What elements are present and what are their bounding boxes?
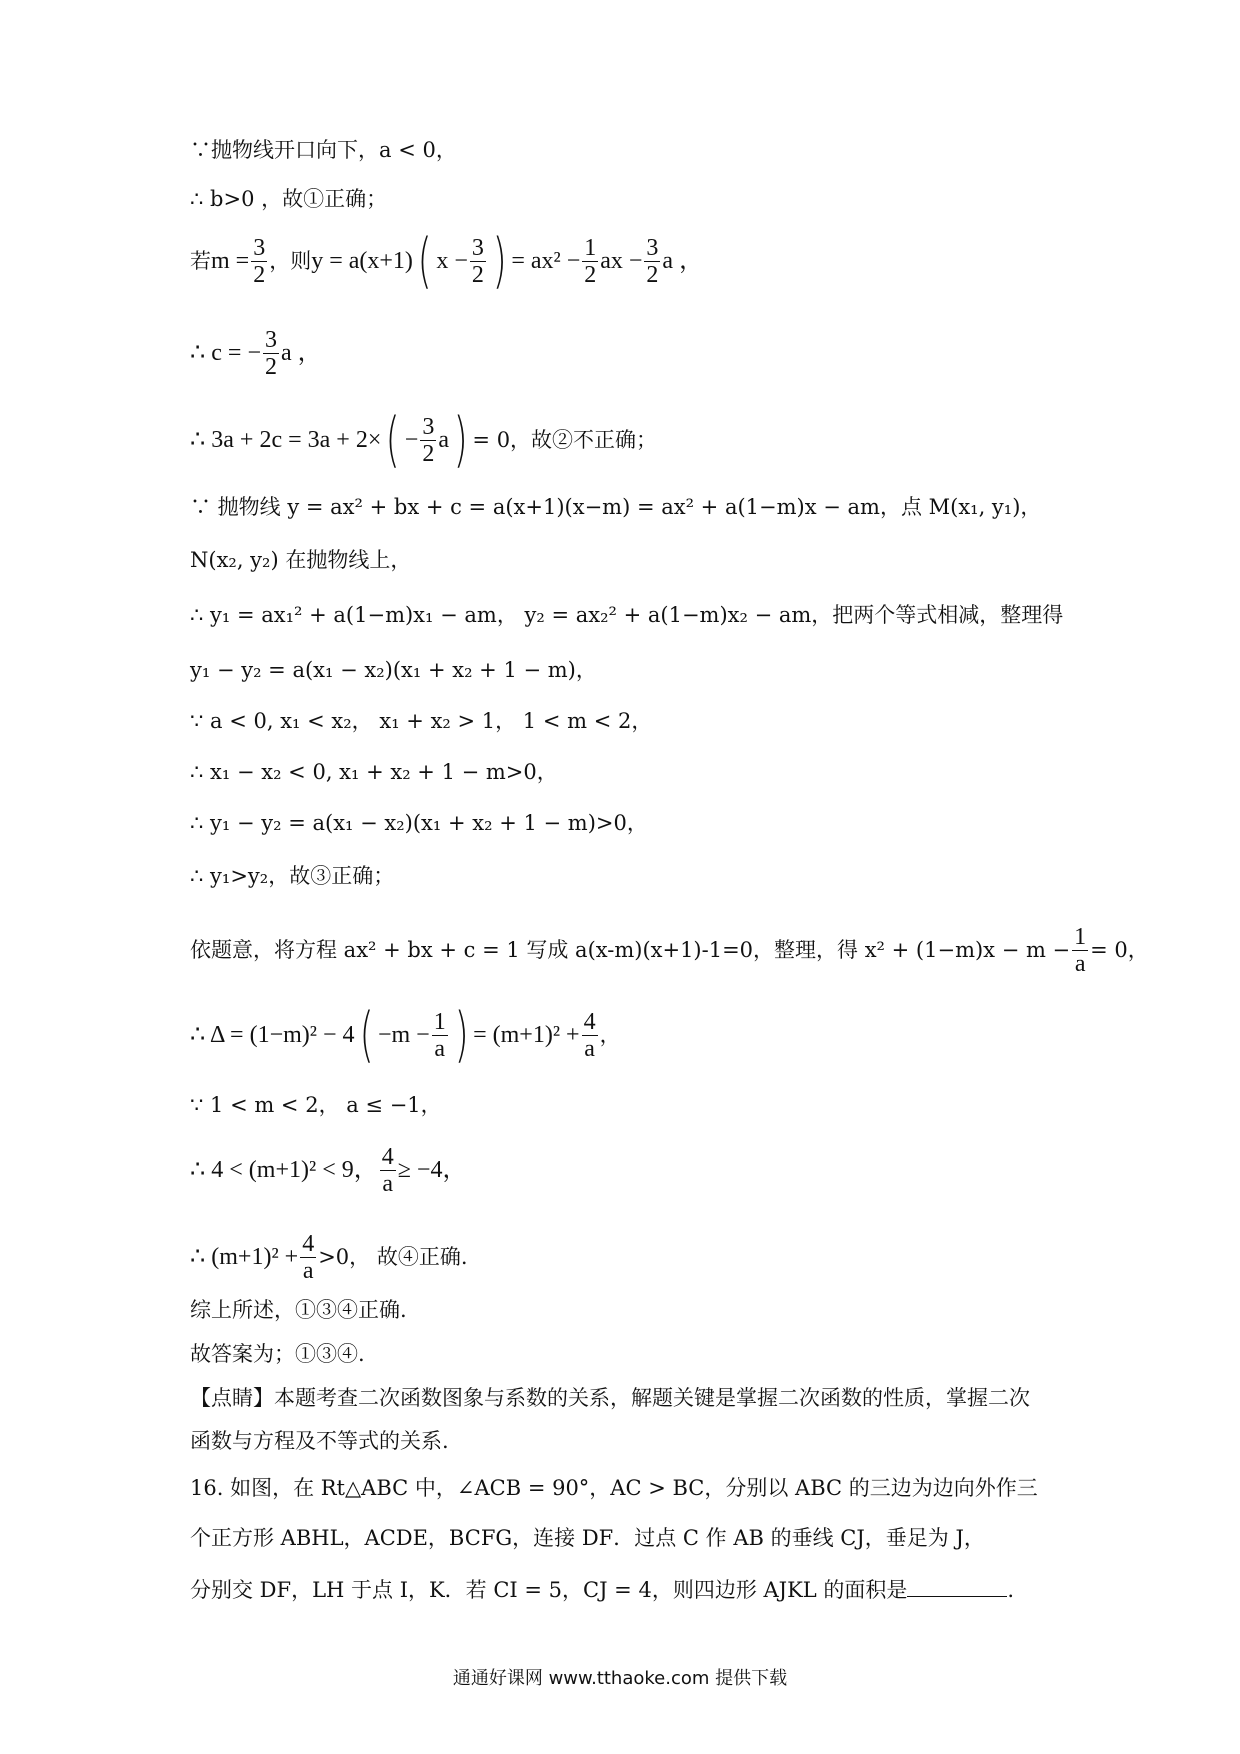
fraction-1-a: $\frac{1}{a}$: [433, 1008, 446, 1062]
line-21: 【点睛】本题考查二次函数图象与系数的关系，解题关键是掌握二次函数的性质，掌握二次: [190, 1386, 1030, 1410]
line-15-text-a: ∴ Δ = (1−m)² − 4: [190, 1022, 355, 1048]
line-20: 故答案为；①③④.: [190, 1342, 365, 1366]
line-17: [190, 1135, 466, 1205]
line-17-text-b: ≥ −4，: [397, 1157, 467, 1183]
fraction-3-2: $\frac{3}{2}$: [646, 234, 659, 288]
close-paren: ): [492, 226, 507, 296]
line-3-text-b: m =: [211, 248, 250, 274]
line-5-text-d: = 0，故②不正确；: [472, 428, 658, 452]
line-15-text-c: = (m+1)² +: [473, 1022, 580, 1048]
line-5-text-a: ∴ 3a + 2c = 3a + 2×: [190, 427, 382, 453]
line-18-text-b: >0， 故④正确.: [318, 1245, 468, 1269]
line-24: 个正方形 ABHL，ACDE，BCFG，连接 DF．过点 C 作 AB 的垂线 CJ，垂足为 J，: [190, 1526, 985, 1550]
page-footer: 通通好课网 www.tthaoke.com 提供下载: [452, 1668, 788, 1689]
line-1: ∵抛物线开口向下，a < 0，: [190, 138, 457, 162]
answer-blank: [907, 1574, 1007, 1597]
line-14: [190, 915, 1149, 985]
line-15-text-b: −m −: [377, 1022, 430, 1048]
line-18: [190, 1222, 468, 1292]
line-3: [190, 226, 703, 296]
open-paren: (: [386, 405, 401, 475]
fraction-1-a: $\frac{1}{a}$: [1074, 923, 1087, 977]
close-paren: ): [453, 405, 468, 475]
fraction-3-2: $\frac{3}{2}$: [471, 234, 484, 288]
open-paren: (: [359, 1000, 374, 1070]
line-9: y₁ − y₂ = a(x₁ − x₂)(x₁ + x₂ + 1 − m)，: [190, 658, 597, 682]
line-3-text-h: a ，: [662, 248, 704, 274]
fraction-3-2: $\frac{3}{2}$: [422, 413, 435, 467]
line-10: ∵ a < 0, x₁ < x₂， x₁ + x₂ > 1， 1 < m < 2，: [190, 709, 653, 733]
fraction-1-2: $\frac{1}{2}$: [584, 234, 597, 288]
line-3-text-d: y = a(x+1): [311, 248, 413, 274]
line-19: 综上所述，①③④正确.: [190, 1298, 407, 1322]
line-25: 分别交 DF，LH 于点 I，K．若 CI = 5，CJ = 4，则四边形 AJKL 的面积是 .: [190, 1574, 1014, 1605]
line-16: ∵ 1 < m < 2， a ≤ −1，: [190, 1093, 442, 1117]
line-11: ∴ x₁ − x₂ < 0, x₁ + x₂ + 1 − m>0，: [190, 760, 558, 784]
line-3-text-g: ax −: [600, 248, 643, 274]
fraction-4-a: $\frac{4}{a}$: [381, 1143, 394, 1197]
line-14-text-b: = 0，: [1090, 938, 1149, 962]
line-8: ∴ y₁ = ax₁² + a(1−m)x₁ − am， y₂ = ax₂² + a(1−m)x₂ − am，把两个等式相减，整理得: [190, 603, 1064, 627]
line-2: ∴ b>0 ，故①正确；: [190, 187, 388, 211]
line-25-text: 分别交 DF，LH 于点 I，K．若 CI = 5，CJ = 4，则四边形 AJKL 的面积是: [190, 1578, 908, 1602]
line-4-text-b: a ，: [281, 340, 322, 366]
line-15: [190, 1000, 621, 1070]
line-3-text-a: 若: [190, 249, 211, 273]
fraction-4-a: $\frac{4}{a}$: [302, 1230, 315, 1284]
line-18-text-a: ∴ (m+1)² +: [190, 1244, 299, 1270]
fraction-3-2: $\frac{3}{2}$: [265, 326, 277, 380]
line-3-text-e: x −: [436, 248, 468, 274]
line-15-text-d: ，: [599, 1023, 621, 1047]
line-5-text-c: a: [438, 427, 449, 453]
line-14-text-a: 依题意，将方程 ax² + bx + c = 1 写成 a(x-m)(x+1)-1=0，整理，得 x² + (1−m)x − m −: [190, 938, 1071, 962]
line-23: 16. 如图，在 Rt△ABC 中，∠ACB = 90°，AC > BC，分别以 ABC 的三边为边向外作三: [190, 1476, 1038, 1500]
line-17-text-a: ∴ 4 < (m+1)² < 9，: [190, 1157, 378, 1183]
line-5: [190, 405, 657, 475]
fraction-4-a: $\frac{4}{a}$: [583, 1008, 596, 1062]
fraction-3-2: $\frac{3}{2}$: [253, 234, 266, 288]
line-6: ∵ 抛物线 y = ax² + bx + c = a(x+1)(x−m) = ax² + a(1−m)x − am，点 M(x₁, y₁)，: [190, 495, 1042, 519]
close-paren: ): [454, 1000, 469, 1070]
open-paren: (: [417, 226, 432, 296]
line-3-text-c: ，则: [269, 249, 312, 273]
line-13: ∴ y₁>y₂，故③正确；: [190, 864, 395, 888]
line-4: [190, 318, 322, 388]
line-5-text-b: −: [404, 427, 419, 453]
line-4-text-a: ∴ c = −: [190, 340, 261, 366]
line-3-text-f: = ax² −: [511, 248, 581, 274]
line-22: 函数与方程及不等式的关系.: [190, 1429, 449, 1453]
line-7: N(x₂, y₂) 在抛物线上，: [190, 548, 412, 572]
line-12: ∴ y₁ − y₂ = a(x₁ − x₂)(x₁ + x₂ + 1 − m)>0，: [190, 811, 648, 835]
